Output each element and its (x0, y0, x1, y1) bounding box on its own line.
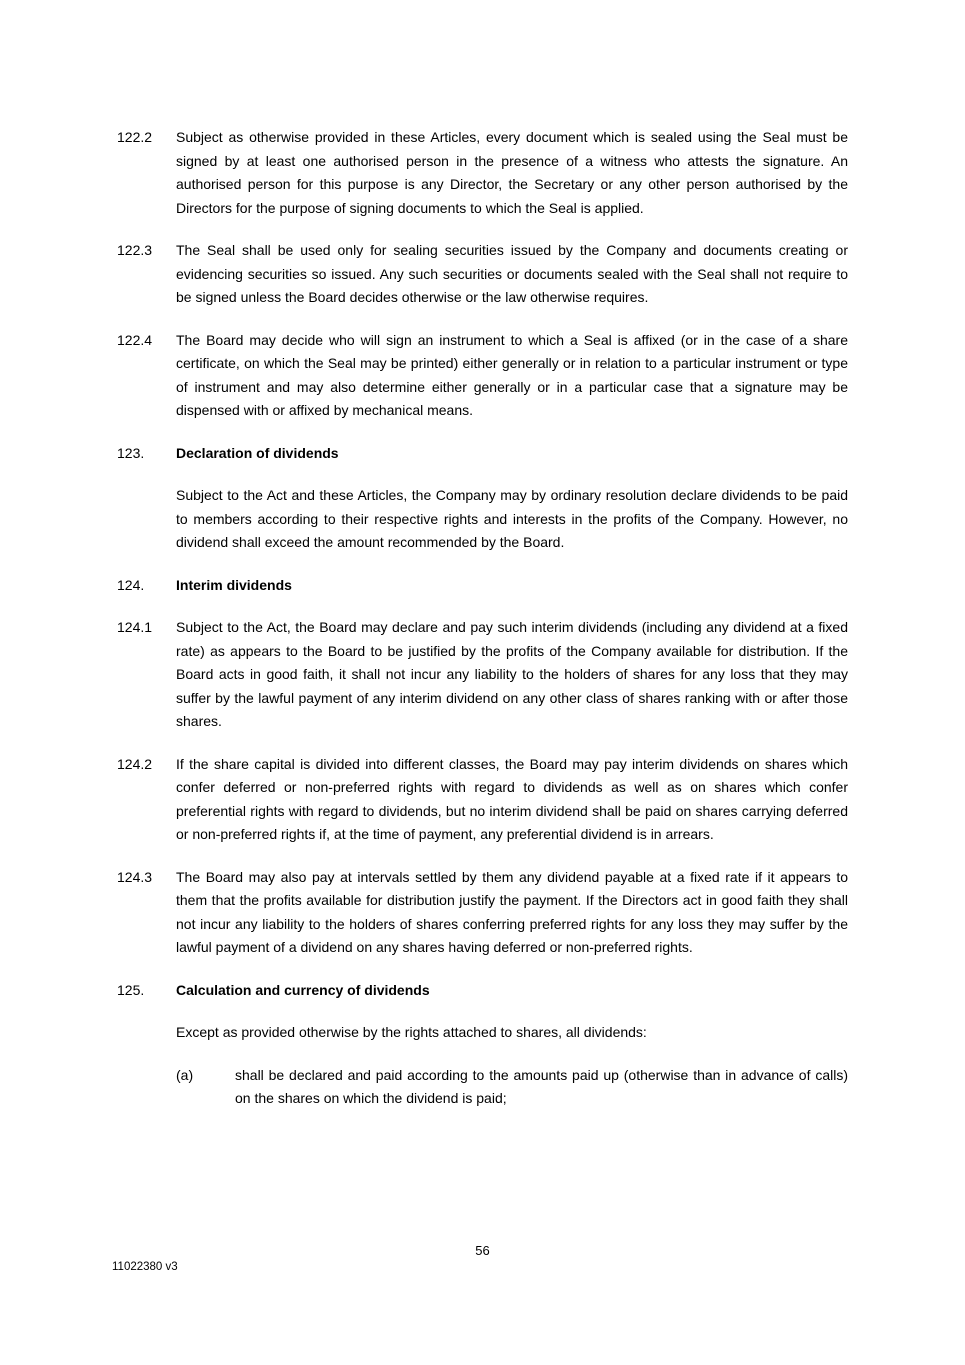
section-heading (117, 442, 848, 466)
paragraph (176, 1021, 848, 1045)
item-text: The Board may also pay at intervals settled by them any dividend payable at a fixed rate if it appears to them that the profits available for distribution justify the payment. If the Directors act in good faith they shall not incur any liability to the holders of shares conferring preferred rights for any loss they may suffer by the lawful payment of a dividend on any shares having deferred or non-preferred rights. (176, 868, 848, 955)
item-text: The Board may decide who will sign an instrument to which a Seal is affixed (or in the case of a share certificate, on which the Seal may be printed) either generally or in relation to a particular instrument or type of instrument and may also determine either generally or in a particular case that a signature may be dispensed with or affixed by mechanical means. (176, 331, 848, 418)
clause-item (117, 753, 848, 847)
item-text: Subject to the Act, the Board may declare and pay such interim dividends (including any dividend at a fixed rate) as appears to the Board to be justified by the profits of the Company available for distribution. If the Board acts in good faith, it shall not incur any liability to the holders of shares for any loss that they may suffer by the lawful payment of any interim dividend on any other class of shares ranking with or after those shares. (176, 619, 848, 729)
clause-item (117, 239, 848, 310)
section-heading (117, 574, 848, 598)
item-text: Interim dividends (176, 576, 292, 593)
subclause-item (176, 1064, 848, 1111)
item-number: 123. (117, 444, 145, 461)
item-text: shall be declared and paid according to the amounts paid up (otherwise than in advance of calls) on the shares on which the dividend is paid; (235, 1066, 848, 1106)
item-text: Declaration of dividends (176, 444, 339, 461)
item-number: 124.3 (117, 868, 153, 885)
item-number: 124. (117, 576, 145, 593)
document-content (117, 126, 848, 1130)
item-number: (a) (176, 1066, 194, 1083)
clause-item (117, 126, 848, 220)
item-number: 122.4 (117, 331, 153, 348)
item-text: Subject to the Act and these Articles, the Company may by ordinary resolution declare dividends to be paid to members according to their respective rights and interests in the profits of the Company. However, no dividend shall exceed the amount recommended by the Board. (176, 487, 848, 550)
item-number: 124.1 (117, 619, 153, 635)
paragraph (176, 484, 848, 555)
item-text: The Seal shall be used only for sealing securities issued by the Company and documents creating or evidencing securities so issued. Any such securities or documents sealed with the Seal shall not require to be signed unless the Board decides otherwise or the law otherwise requires. (176, 242, 848, 305)
item-text: Subject as otherwise provided in these Articles, every document which is sealed using the Seal must be signed by at least one authorised person in the presence of a witness who attests the signature. An authorised person for this purpose is any Director, the Secretary or any other person authorised by the Directors for the purpose of signing documents to which the Seal is applied. (176, 129, 848, 216)
item-number: 125. (117, 981, 145, 998)
item-text: Calculation and currency of dividends (176, 981, 430, 998)
item-number: 122.2 (117, 129, 153, 145)
page-number: 56 (475, 1243, 490, 1258)
section-heading (117, 979, 848, 1003)
item-number: 124.2 (117, 755, 153, 772)
item-number: 122.3 (117, 242, 153, 258)
clause-item (117, 616, 848, 734)
clause-item (117, 866, 848, 960)
clause-item (117, 329, 848, 423)
item-text: If the share capital is divided into different classes, the Board may pay interim dividends on shares which confer deferred or non-preferred rights with regard to dividends as well as on shares which confer preferential rights with regard to dividends, but no interim dividend shall be paid on shares carrying deferred or non-preferred rights if, at the time of payment, any preferential dividend is in arrears. (176, 755, 848, 842)
item-text: Except as provided otherwise by the rights attached to shares, all dividends: (176, 1024, 647, 1040)
document-id-footer: 11022380 v3 (112, 1261, 178, 1273)
